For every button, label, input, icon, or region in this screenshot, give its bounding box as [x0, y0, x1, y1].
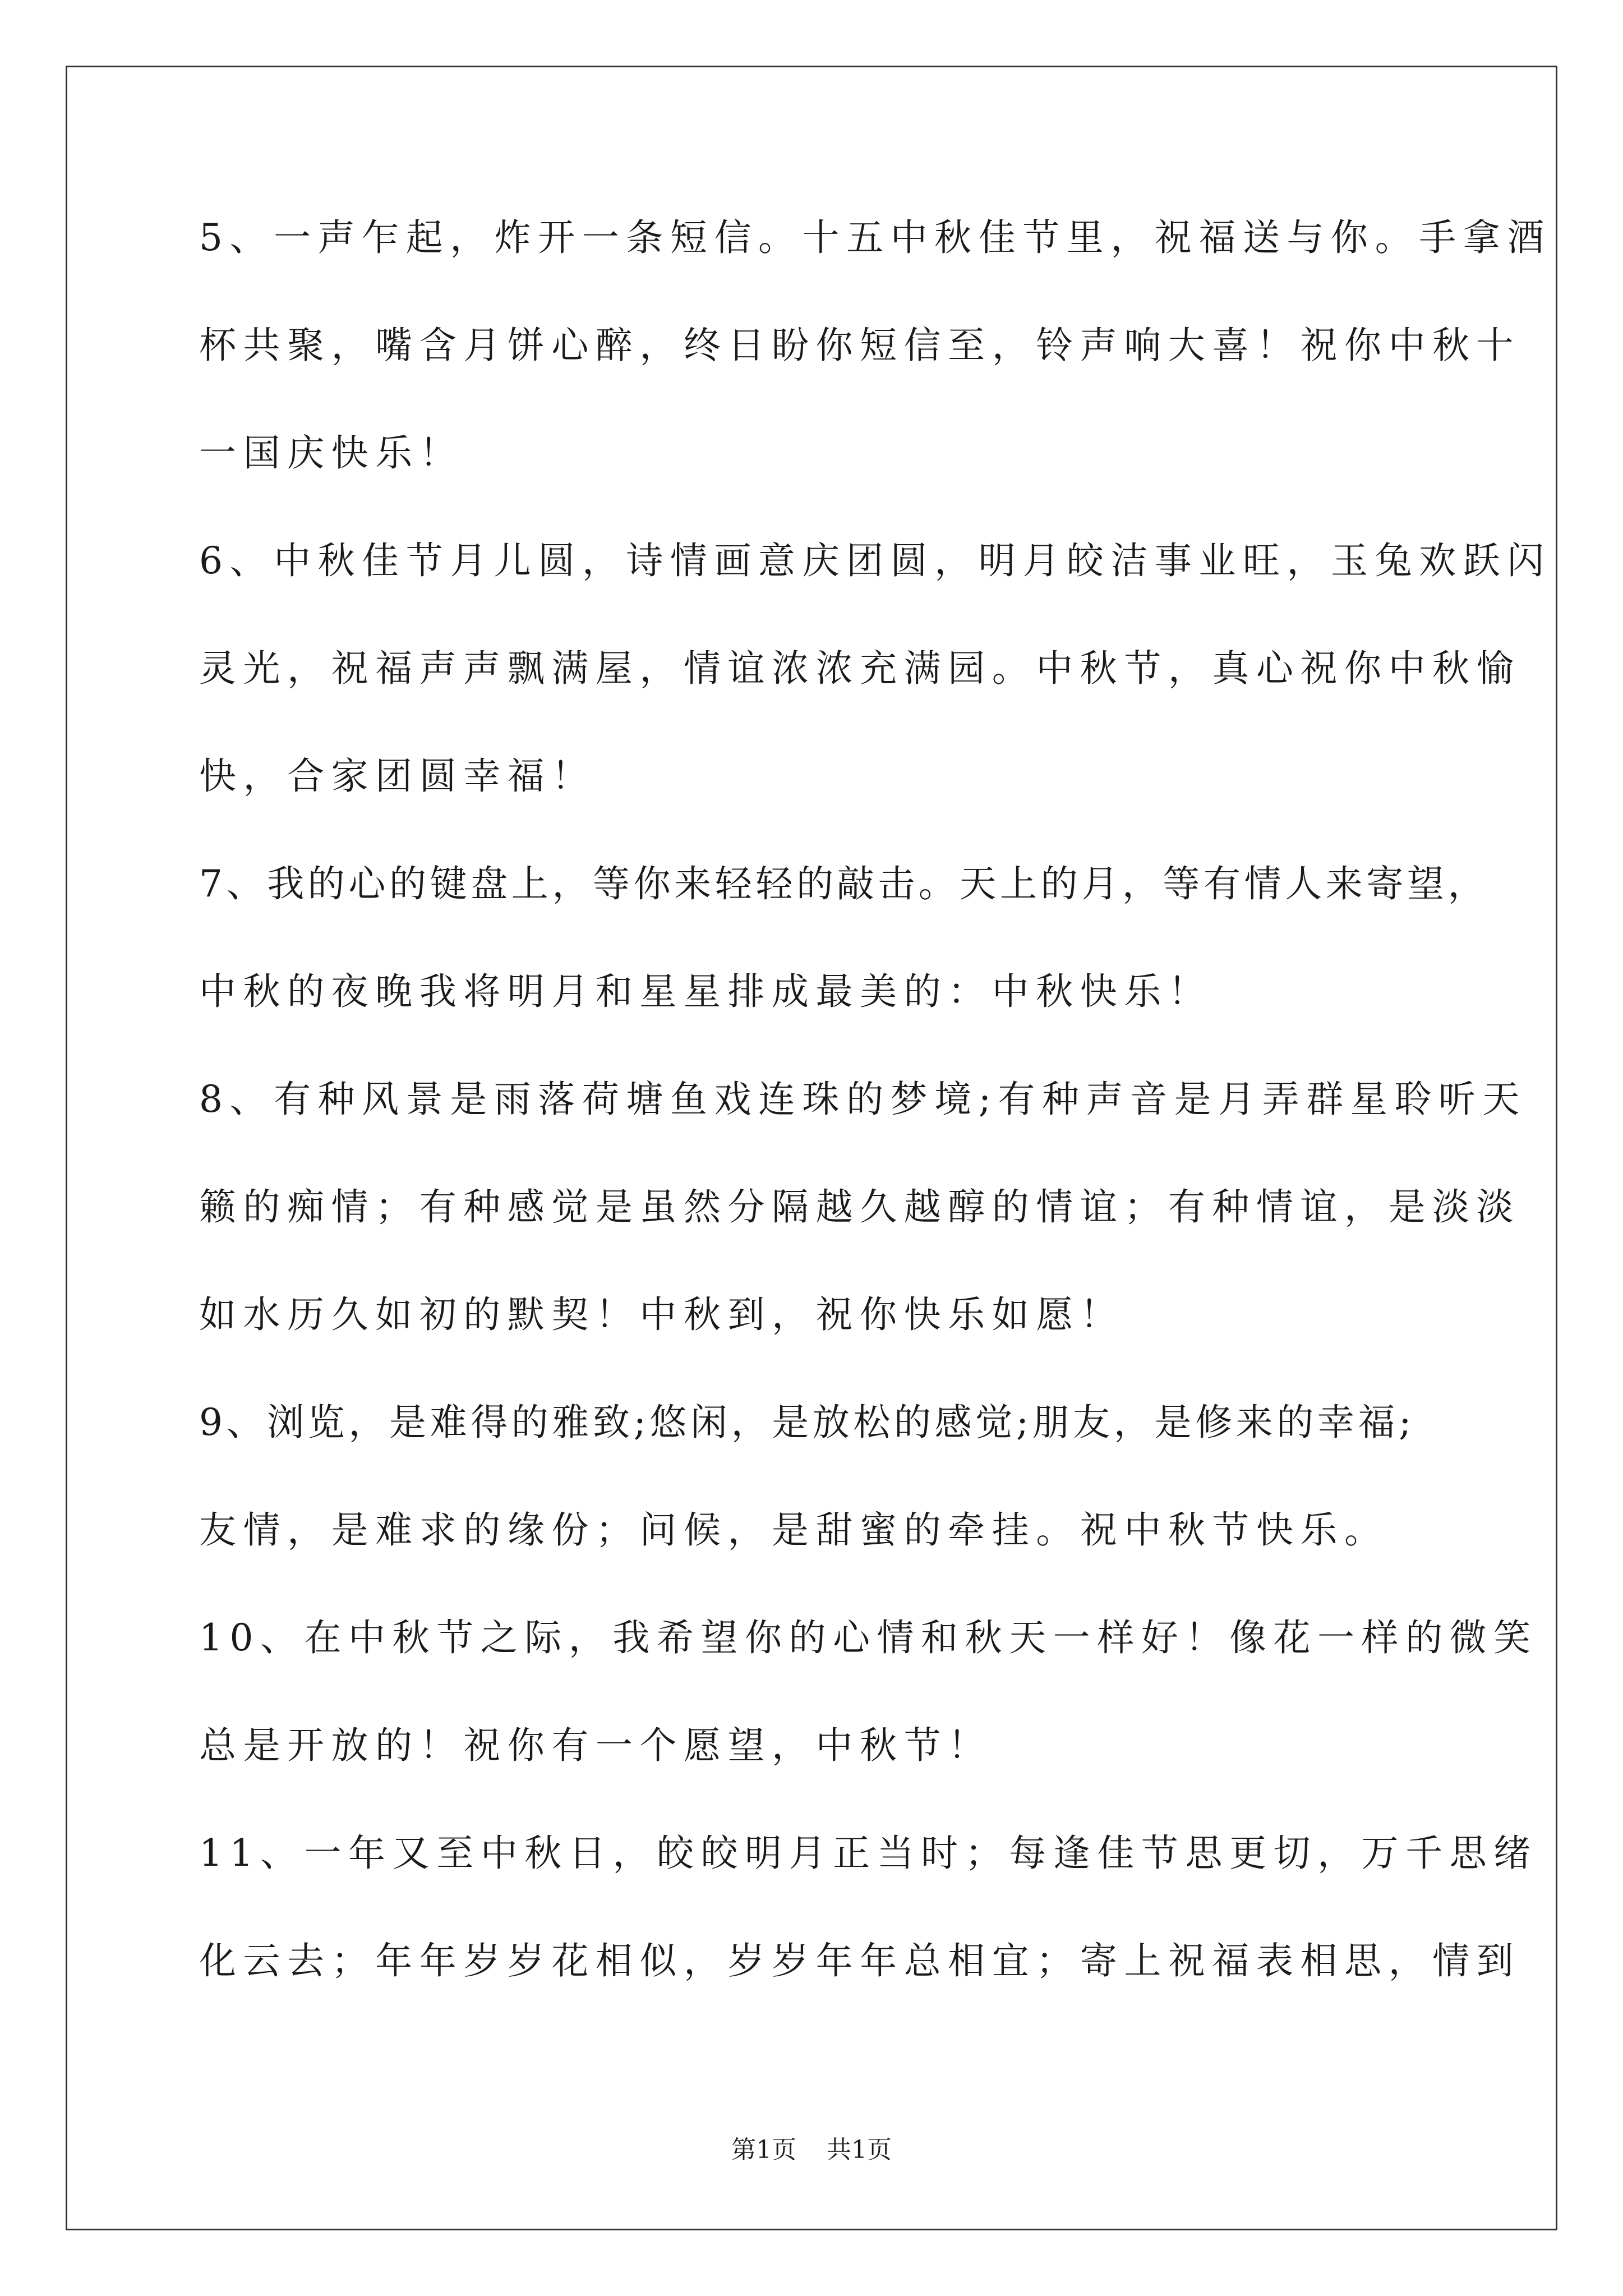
text-line: 10、在中秋节之际，我希望你的心情和秋天一样好！像花一样的微笑: [199, 1616, 1538, 1659]
text-line: 如水历久如初的默契！中秋到，祝你快乐如愿！: [199, 1293, 1124, 1336]
text-line: 5、一声乍起，炸开一条短信。十五中秋佳节里，祝福送与你。手拿酒: [199, 216, 1551, 259]
text-line: 9、浏览，是难得的雅致;悠闲，是放松的感觉;朋友，是修来的幸福;: [199, 1401, 1415, 1444]
text-line: 籁的痴情；有种感觉是虽然分隔越久越醇的情谊；有种情谊，是淡淡: [199, 1185, 1521, 1228]
text-line: 化云去；年年岁岁花相似，岁岁年年总相宜；寄上祝福表相思，情到: [199, 1939, 1521, 1982]
text-line: 中秋的夜晚我将明月和星星排成最美的：中秋快乐！: [199, 970, 1212, 1013]
page-number: 第1页: [731, 2136, 796, 2164]
text-line: 一国庆快乐！: [199, 431, 464, 475]
text-line: 8、有种风景是雨落荷塘鱼戏连珠的梦境;有种声音是月弄群星聆听天: [199, 1078, 1527, 1121]
text-line: 11、一年又至中秋日，皎皎明月正当时；每逢佳节思更切，万千思绪: [199, 1832, 1538, 1875]
text-line: 杯共聚，嘴含月饼心醉，终日盼你短信至，铃声响大喜！祝你中秋十: [199, 324, 1521, 367]
page-footer: [0, 2134, 1623, 2166]
text-line: 6、中秋佳节月儿圆，诗情画意庆团圆，明月皎洁事业旺，玉兔欢跃闪: [199, 539, 1551, 582]
text-line: 友情，是难求的缘份；问候，是甜蜜的牵挂。祝中秋节快乐。: [199, 1508, 1389, 1552]
page-total: 共1页: [827, 2136, 892, 2164]
text-line: 7、我的心的键盘上，等你来轻轻的敲击。天上的月，等有情人来寄望，: [199, 862, 1489, 905]
text-line: 快，合家团圆幸福！: [199, 754, 596, 798]
text-line: 灵光，祝福声声飘满屋，情谊浓浓充满园。中秋节，真心祝你中秋愉: [199, 647, 1521, 690]
text-line: 总是开放的！祝你有一个愿望，中秋节！: [199, 1724, 992, 1767]
document-body: [199, 213, 1551, 2044]
